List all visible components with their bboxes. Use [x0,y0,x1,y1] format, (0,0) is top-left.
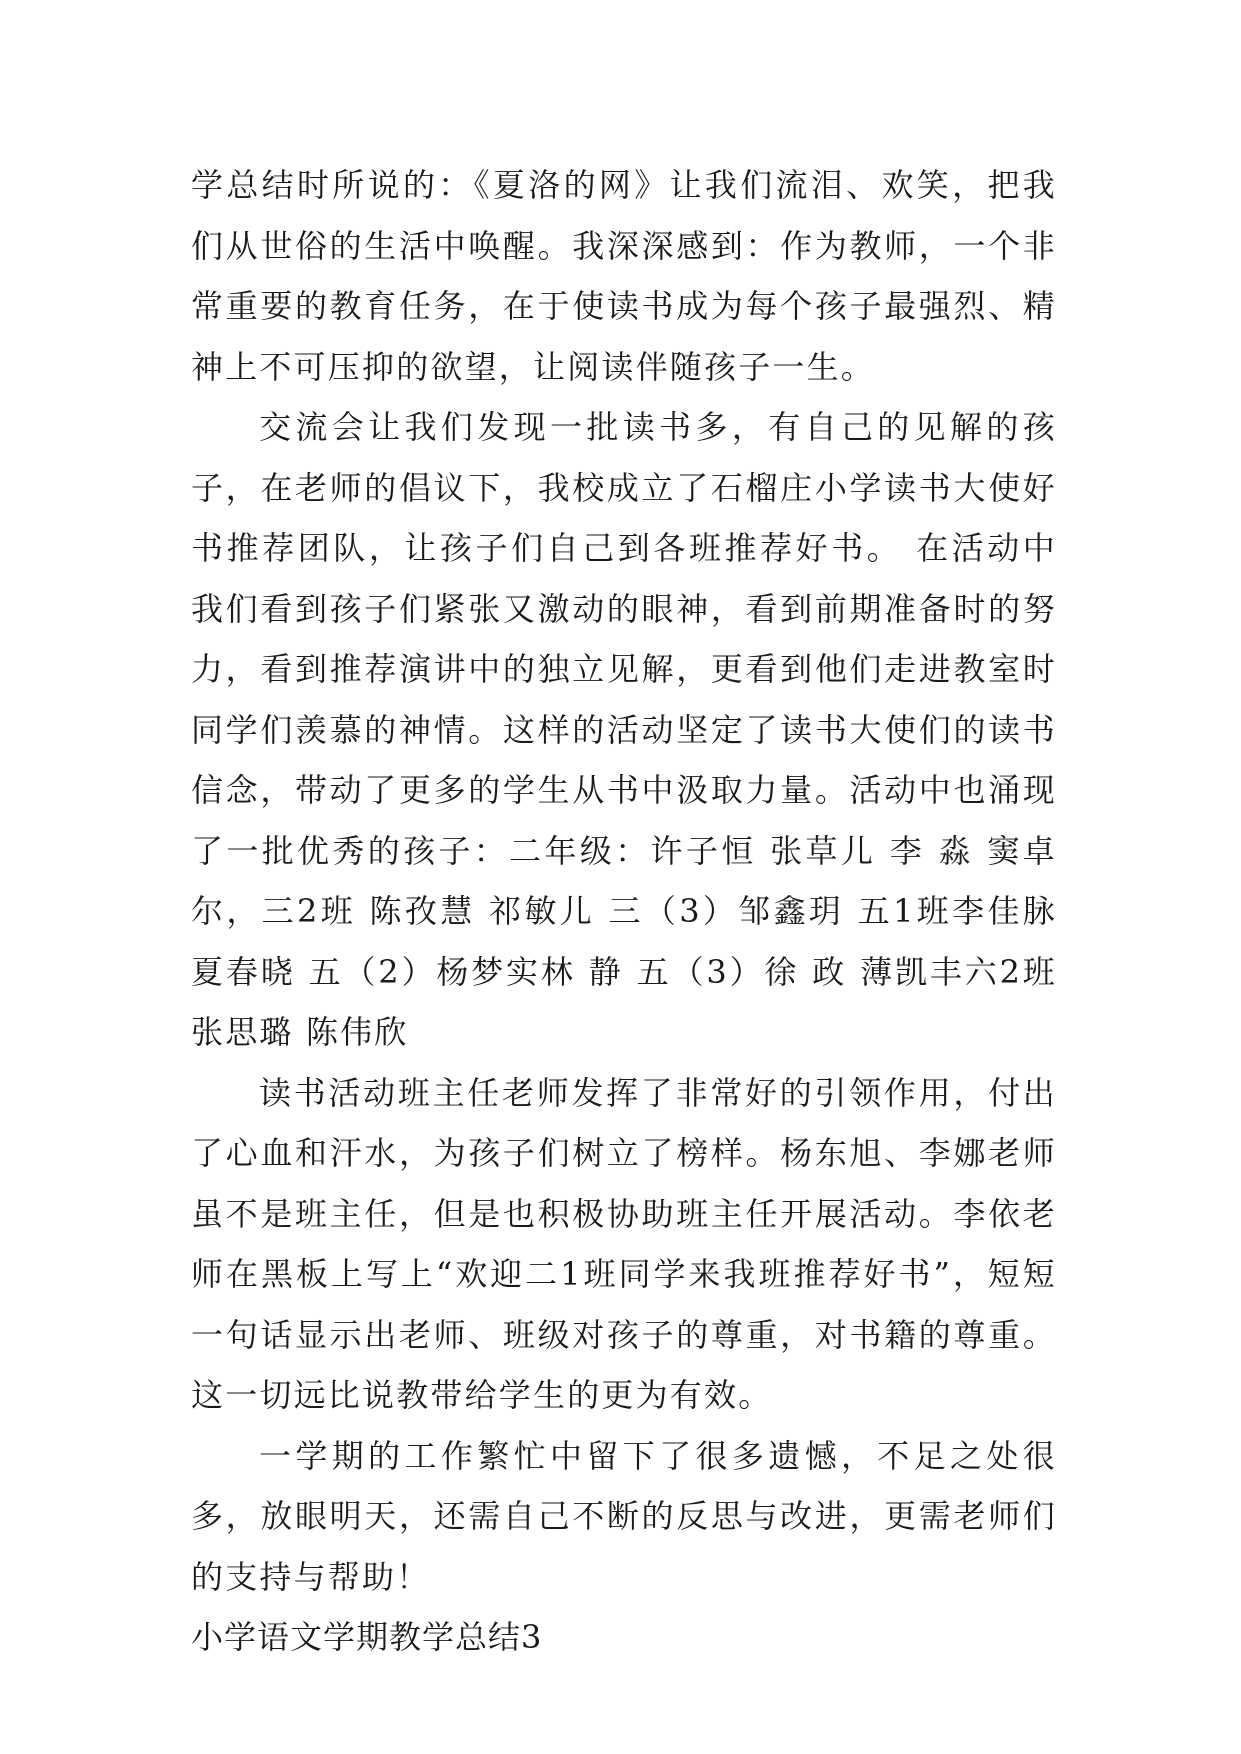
section-heading: 小学语文学期教学总结3 [191,1618,543,1656]
document-body [191,155,1057,1668]
paragraph-1: 学总结时所说的：《夏洛的网》让我们流泪、欢笑，把我们从世俗的生活中唤醒。我深深感到：作为教师，一个非常重要的教育任务，在于使读书成为每个孩子最强烈、精神上不可压抑的欲望，让阅读伴随孩子一生。 [191,166,1057,386]
paragraph-3: 读书活动班主任老师发挥了非常好的引领作用，付出了心血和汗水，为孩子们树立了榜样。杨东旭、李娜老师虽不是班主任，但是也积极协助班主任开展活动。李依老师在黑板上写上“欢迎二1班同学来我班推荐好书”，短短一句话显示出老师、班级对孩子的尊重，对书籍的尊重。这一切远比说教带给学生的更为有效。 [191,1073,1057,1414]
paragraph-2: 交流会让我们发现一批读书多，有自己的见解的孩子，在老师的倡议下，我校成立了石榴庄小学读书大使好书推荐团队，让孩子们自己到各班推荐好书。 在活动中我们看到孩子们紧张又激动的眼神，看到前期准备时的努力，看到推荐演讲中的独立见解，更看到他们走进教室时同学们羡慕的神情。这样的活动坚定了读书大使们的读书信念，带动了更多的学生从书中汲取力量。活动中也涌现了一批优秀的孩子：二年级：许子恒 张草儿 李 淼 窦卓尔，三2班 陈孜慧 祁敏儿 三（3）邹鑫玥 五1班李佳脉 夏春晓 五（2）杨梦实林 静 五（3）徐 政 薄凯丰六2班张思璐 陈伟欣 [191,408,1057,1051]
paragraph-4: 一学期的工作繁忙中留下了很多遗憾，不足之处很多，放眼明天，还需自己不断的反思与改进，更需老师们的支持与帮助！ [191,1436,1057,1596]
